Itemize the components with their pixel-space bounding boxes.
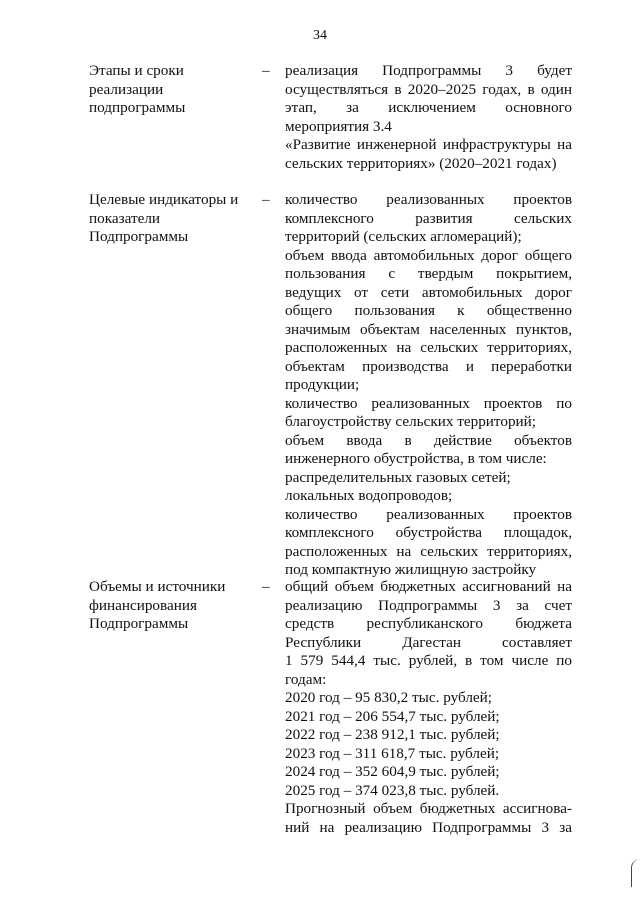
content-line: объем ввода в действие объектов [285,431,572,449]
section-label [89,62,264,118]
content-line: ведущих от сети автомобильных дорог [285,283,572,301]
label-line: Подпрограммы [89,228,189,245]
label-line: реализации [89,80,164,98]
dash-separator: – [262,578,270,595]
content-line: 1 579 544,4 тыс. рублей, в том числе по [285,652,572,669]
content-line: 2020 год – 95 830,2 тыс. рублей; [285,689,493,706]
content-line: Республики Дагестан составляет [285,633,572,651]
content-line: общий объем бюджетных ассигнований на [285,578,572,595]
content-line: этап, за исключением основного [285,99,572,116]
dash-separator: – [262,62,270,79]
section-label [89,578,264,634]
section-content [285,578,572,837]
content-line: Прогнозный объем бюджетных ассигнова- [285,800,572,817]
label-line: финансирования [89,596,197,614]
label-line: Этапы и сроки [89,62,184,79]
section-label [89,191,264,247]
content-line: расположенных на сельских территориях, [285,542,572,560]
content-line: под компактную жилищную застройку [285,561,537,578]
content-line: благоустройству сельских территорий; [285,413,537,430]
content-line: распределительных газовых сетей; [285,468,511,486]
label-line: Целевые индикаторы и [89,191,239,208]
page-number: 34 [313,28,327,43]
content-line: осуществляться в 2020–2025 годах, в один [285,80,572,98]
content-line: локальных водопроводов; [285,487,453,504]
content-line: количество реализованных проектов по [285,394,572,412]
content-line: количество реализованных проектов [285,505,572,523]
content-line: 2025 год – 374 023,8 тыс. рублей. [285,781,500,799]
content-line: общего пользования к общественно [285,302,572,319]
section-content [285,191,572,580]
label-line: показатели [89,209,161,227]
content-line: значимым объектам населенных пунктов, [285,320,572,338]
content-line: ний на реализацию Подпрограммы 3 за [285,818,572,836]
content-line: 2024 год – 352 604,9 тыс. рублей; [285,763,500,780]
content-line: инженерного обустройства, в том числе: [285,450,547,467]
content-line: реализация Подпрограммы 3 будет [285,62,572,79]
content-line: объем ввода автомобильных дорог общего [285,246,572,264]
content-line: комплексного развития сельских [285,209,572,227]
label-line: подпрограммы [89,99,186,116]
content-line: пользования с твердым покрытием, [285,265,572,282]
content-line: количество реализованных проектов [285,191,572,208]
content-line: территорий (сельских агломераций); [285,228,522,245]
dash-separator: – [262,191,270,208]
section-content [285,62,572,173]
label-line: Объемы и источники [89,578,226,595]
content-line: комплексного обустройства площадок, [285,524,572,541]
content-line: мероприятия 3.4 [285,117,392,135]
content-line: расположенных на сельских территориях, [285,339,572,356]
content-line: «Развитие инженерной инфраструктуры на [285,136,572,153]
content-line: реализацию Подпрограммы 3 за счет [285,596,572,614]
content-line: продукции; [285,376,360,393]
content-line: годам: [285,670,327,688]
content-line: средств республиканского бюджета [285,615,572,632]
content-line: сельских территориях» (2020–2021 годах) [285,154,557,172]
content-line: 2021 год – 206 554,7 тыс. рублей; [285,707,500,725]
content-line: объектам производства и переработки [285,357,572,375]
page-corner-mark [631,859,640,887]
label-line: Подпрограммы [89,615,189,632]
content-line: 2023 год – 311 618,7 тыс. рублей; [285,744,500,762]
content-line: 2022 год – 238 912,1 тыс. рублей; [285,726,500,743]
